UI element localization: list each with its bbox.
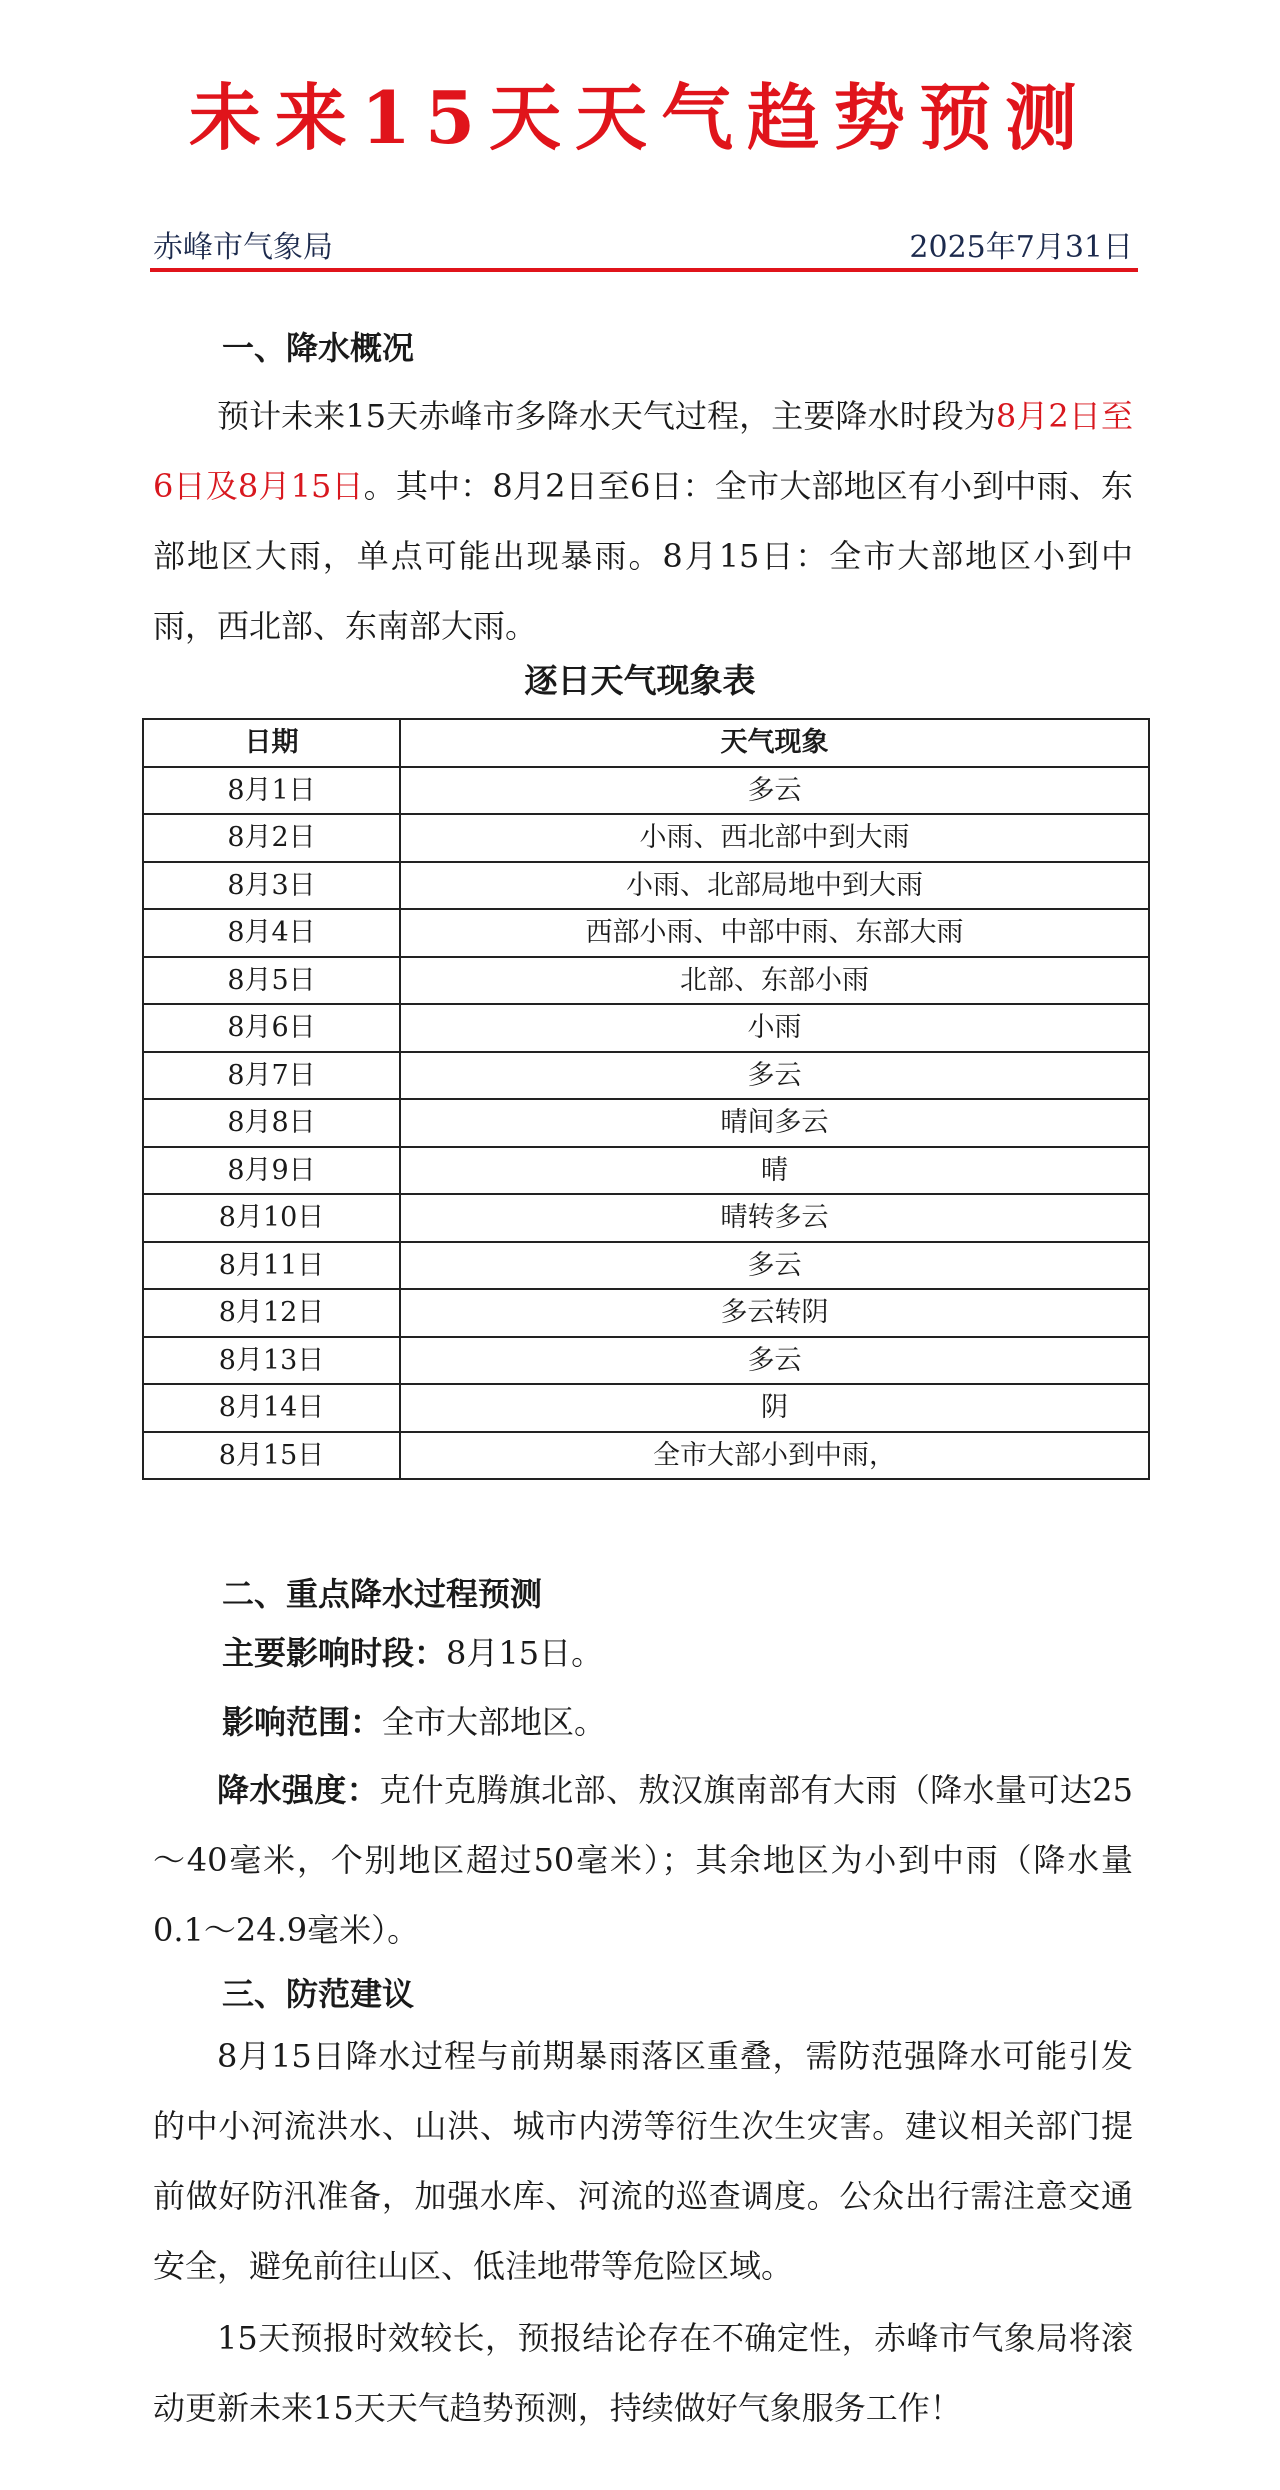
table-row: [143, 1004, 1149, 1052]
overview-text-start: 预计未来15天赤峰市多降水天气过程，主要降水时段为: [217, 397, 996, 435]
date-cell: 8月6日: [143, 1004, 400, 1052]
date-cell: 8月5日: [143, 957, 400, 1005]
date-cell: 8月12日: [143, 1289, 400, 1337]
impact-range-label: 影响范围：: [222, 1703, 383, 1741]
weather-cell: 小雨、西北部中到大雨: [400, 814, 1149, 862]
date-cell: 8月2日: [143, 814, 400, 862]
date-cell: 8月10日: [143, 1194, 400, 1242]
table-row: [143, 1194, 1149, 1242]
column-header-weather: 天气现象: [400, 719, 1149, 767]
table-row: [143, 1147, 1149, 1195]
date-cell: 8月15日: [143, 1432, 400, 1480]
table-header-row: [143, 719, 1149, 767]
impact-period-line: [222, 1634, 604, 1672]
weather-cell: 晴: [400, 1147, 1149, 1195]
impact-range-value: 全市大部地区。: [382, 1703, 607, 1741]
table-row: [143, 1242, 1149, 1290]
weather-cell: 晴转多云: [400, 1194, 1149, 1242]
weather-cell: 多云: [400, 1052, 1149, 1100]
intensity-label: 降水强度：: [217, 1771, 380, 1809]
prevention-advice-paragraph: 8月15日降水过程与前期暴雨落区重叠，需防范强降水可能引发的中小河流洪水、山洪、城市内涝等衍生次生灾害。建议相关部门提前做好防汛准备，加强水库、河流的巡查调度。公众出行需注意交通安全，避免前往山区、低洼地带等危险区域。: [153, 2037, 1133, 2285]
weather-cell: 多云: [400, 767, 1149, 815]
daily-weather-table-title: 逐日天气现象表: [524, 661, 756, 700]
main-precipitation-period: 8月2日至6日及8月15日: [153, 397, 1133, 505]
table-row: [143, 1337, 1149, 1385]
weather-cell: 小雨、北部局地中到大雨: [400, 862, 1149, 910]
issuing-organization: 赤峰市气象局: [153, 230, 333, 265]
impact-period-label: 主要影响时段：: [222, 1634, 447, 1672]
weather-cell: 多云转阴: [400, 1289, 1149, 1337]
date-cell: 8月8日: [143, 1099, 400, 1147]
weather-cell: 西部小雨、中部中雨、东部大雨: [400, 909, 1149, 957]
document-title: 未来15天天气趋势预测: [188, 75, 1092, 160]
date-cell: 8月9日: [143, 1147, 400, 1195]
date-cell: 8月13日: [143, 1337, 400, 1385]
table-row: [143, 814, 1149, 862]
overview-text-end: 。其中：8月2日至6日：全市大部地区有小到中雨、东部地区大雨，单点可能出现暴雨。8月15日：全市大部地区小到中雨，西北部、东南部大雨。: [153, 467, 1133, 645]
intensity-value: 克什克腾旗北部、敖汉旗南部有大雨（降水量可达25～40毫米，个别地区超过50毫米）；其余地区为小到中雨（降水量0.1～24.9毫米）。: [153, 1771, 1133, 1949]
table-row: [143, 862, 1149, 910]
table-row: [143, 909, 1149, 957]
date-cell: 8月1日: [143, 767, 400, 815]
table-row: [143, 1432, 1149, 1480]
weather-cell: 晴间多云: [400, 1099, 1149, 1147]
weather-cell: 小雨: [400, 1004, 1149, 1052]
section-heading-precipitation-overview: 一、降水概况: [222, 329, 415, 367]
table-row: [143, 957, 1149, 1005]
table-row: [143, 1052, 1149, 1100]
impact-period-value: 8月15日。: [446, 1634, 604, 1672]
weather-cell: 多云: [400, 1337, 1149, 1385]
column-header-date: 日期: [143, 719, 400, 767]
forecast-uncertainty-paragraph: 15天预报时效较长，预报结论存在不确定性，赤峰市气象局将滚动更新未来15天天气趋势预测，持续做好气象服务工作！: [153, 2319, 1133, 2427]
weather-cell: 全市大部小到中雨，: [400, 1432, 1149, 1480]
precipitation-overview-paragraph: [153, 381, 1133, 661]
weather-cell: 阴: [400, 1384, 1149, 1432]
header-divider: [150, 268, 1138, 272]
table-row: [143, 1099, 1149, 1147]
weather-cell: 北部、东部小雨: [400, 957, 1149, 1005]
date-cell: 8月4日: [143, 909, 400, 957]
date-cell: 8月3日: [143, 862, 400, 910]
date-cell: 8月14日: [143, 1384, 400, 1432]
section-heading-prevention-advice: 三、防范建议: [222, 1975, 415, 2013]
date-cell: 8月7日: [143, 1052, 400, 1100]
daily-weather-table: [142, 718, 1150, 1480]
date-cell: 8月11日: [143, 1242, 400, 1290]
table-row: [143, 767, 1149, 815]
table-row: [143, 1289, 1149, 1337]
weather-cell: 多云: [400, 1242, 1149, 1290]
table-row: [143, 1384, 1149, 1432]
precipitation-intensity-paragraph: [153, 1755, 1133, 1965]
section-heading-key-precipitation: 二、重点降水过程预测: [222, 1575, 543, 1613]
document-header: [153, 222, 1133, 266]
issue-date: 2025年7月31日: [909, 230, 1133, 265]
impact-range-line: [222, 1703, 607, 1741]
